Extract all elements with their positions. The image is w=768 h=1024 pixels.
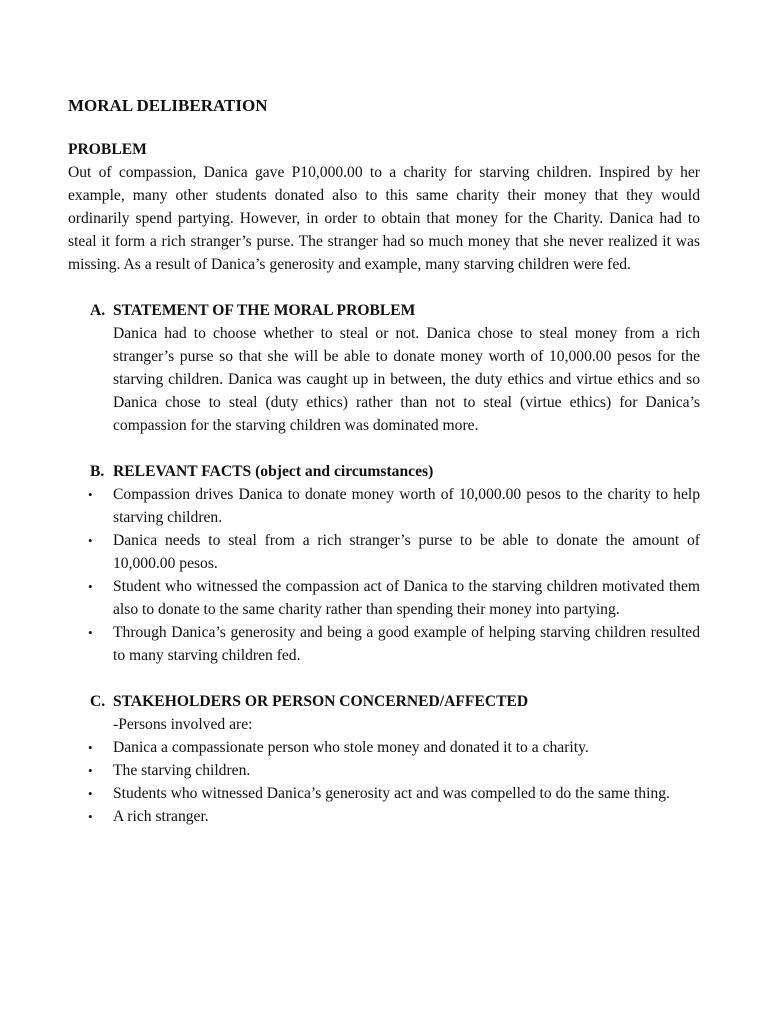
document-page (68, 94, 700, 828)
section-c-heading (90, 690, 700, 713)
document-title: MORAL DELIBERATION (68, 96, 268, 115)
list-item (88, 759, 700, 782)
list-item-text: Student who witnessed the compassion act of Danica to the starving children motivated them also to donate to the same charity rather than spending their money into partying. (113, 578, 700, 618)
list-item (88, 529, 700, 575)
list-item (88, 782, 700, 805)
problem-heading: PROBLEM (68, 141, 147, 158)
section-b-letter: B. (90, 463, 105, 480)
list-item-text: Compassion drives Danica to donate money worth of 10,000.00 pesos to the charity to help starving children. (113, 486, 700, 526)
section-a-heading (90, 299, 700, 322)
section-c (68, 690, 700, 828)
bullet-icon: • (88, 740, 93, 755)
section-a-title: STATEMENT OF THE MORAL PROBLEM (113, 302, 416, 319)
list-item (88, 575, 700, 621)
bullet-icon: • (88, 786, 93, 801)
section-b-title: RELEVANT FACTS (object and circumstances) (113, 463, 434, 480)
list-item-text: Students who witnessed Danica’s generosity act and was compelled to do the same thing. (113, 785, 670, 802)
section-a (68, 299, 700, 437)
list-item-text: Danica needs to steal from a rich stranger’s purse to be able to donate the amount of 10,000.00 pesos. (113, 532, 700, 572)
list-item (88, 805, 700, 828)
section-b-heading (90, 460, 700, 483)
bullet-icon: • (88, 809, 93, 824)
section-c-bullet-list (68, 736, 700, 828)
list-item (88, 621, 700, 667)
section-a-text: Danica had to choose whether to steal or not. Danica chose to steal money from a rich stranger’s purse so that she will be able to donate money worth of 10,000.00 pesos for the starving children. Danica was caught up in between, the duty ethics and virtue ethics and so Danica chose to steal (duty ethics) rather than not to steal (virtue ethics) for Danica’s compassion for the starving children was dominated more. (113, 325, 700, 434)
section-c-title: STAKEHOLDERS OR PERSON CONCERNED/AFFECTED (113, 693, 529, 710)
list-item-text: A rich stranger. (113, 808, 209, 825)
bullet-icon: • (88, 533, 93, 548)
section-a-letter: A. (90, 302, 106, 319)
list-item-text: Through Danica’s generosity and being a good example of helping starving children resulted to many starving children fed. (113, 624, 700, 664)
bullet-icon: • (88, 625, 93, 640)
list-item (88, 736, 700, 759)
list-item-text: Danica a compassionate person who stole money and donated it to a charity. (113, 739, 589, 756)
bullet-icon: • (88, 487, 93, 502)
section-b (68, 460, 700, 667)
problem-text: Out of compassion, Danica gave P10,000.00 to a charity for starving children. Inspired by her example, many other students donated also to this same charity their money that they would ordinarily spend partying. However, in order to obtain that money for the Charity. Danica had to steal it form a rich stranger’s purse. The stranger had so much money that she never realized it was missing. As a result of Danica’s generosity and example, many starving children were fed. (68, 164, 700, 273)
section-b-bullet-list (68, 483, 700, 667)
section-c-intro: -Persons involved are: (113, 716, 253, 733)
section-c-letter: C. (90, 693, 106, 710)
bullet-icon: • (88, 579, 93, 594)
list-item (88, 483, 700, 529)
bullet-icon: • (88, 763, 93, 778)
list-item-text: The starving children. (113, 762, 251, 779)
